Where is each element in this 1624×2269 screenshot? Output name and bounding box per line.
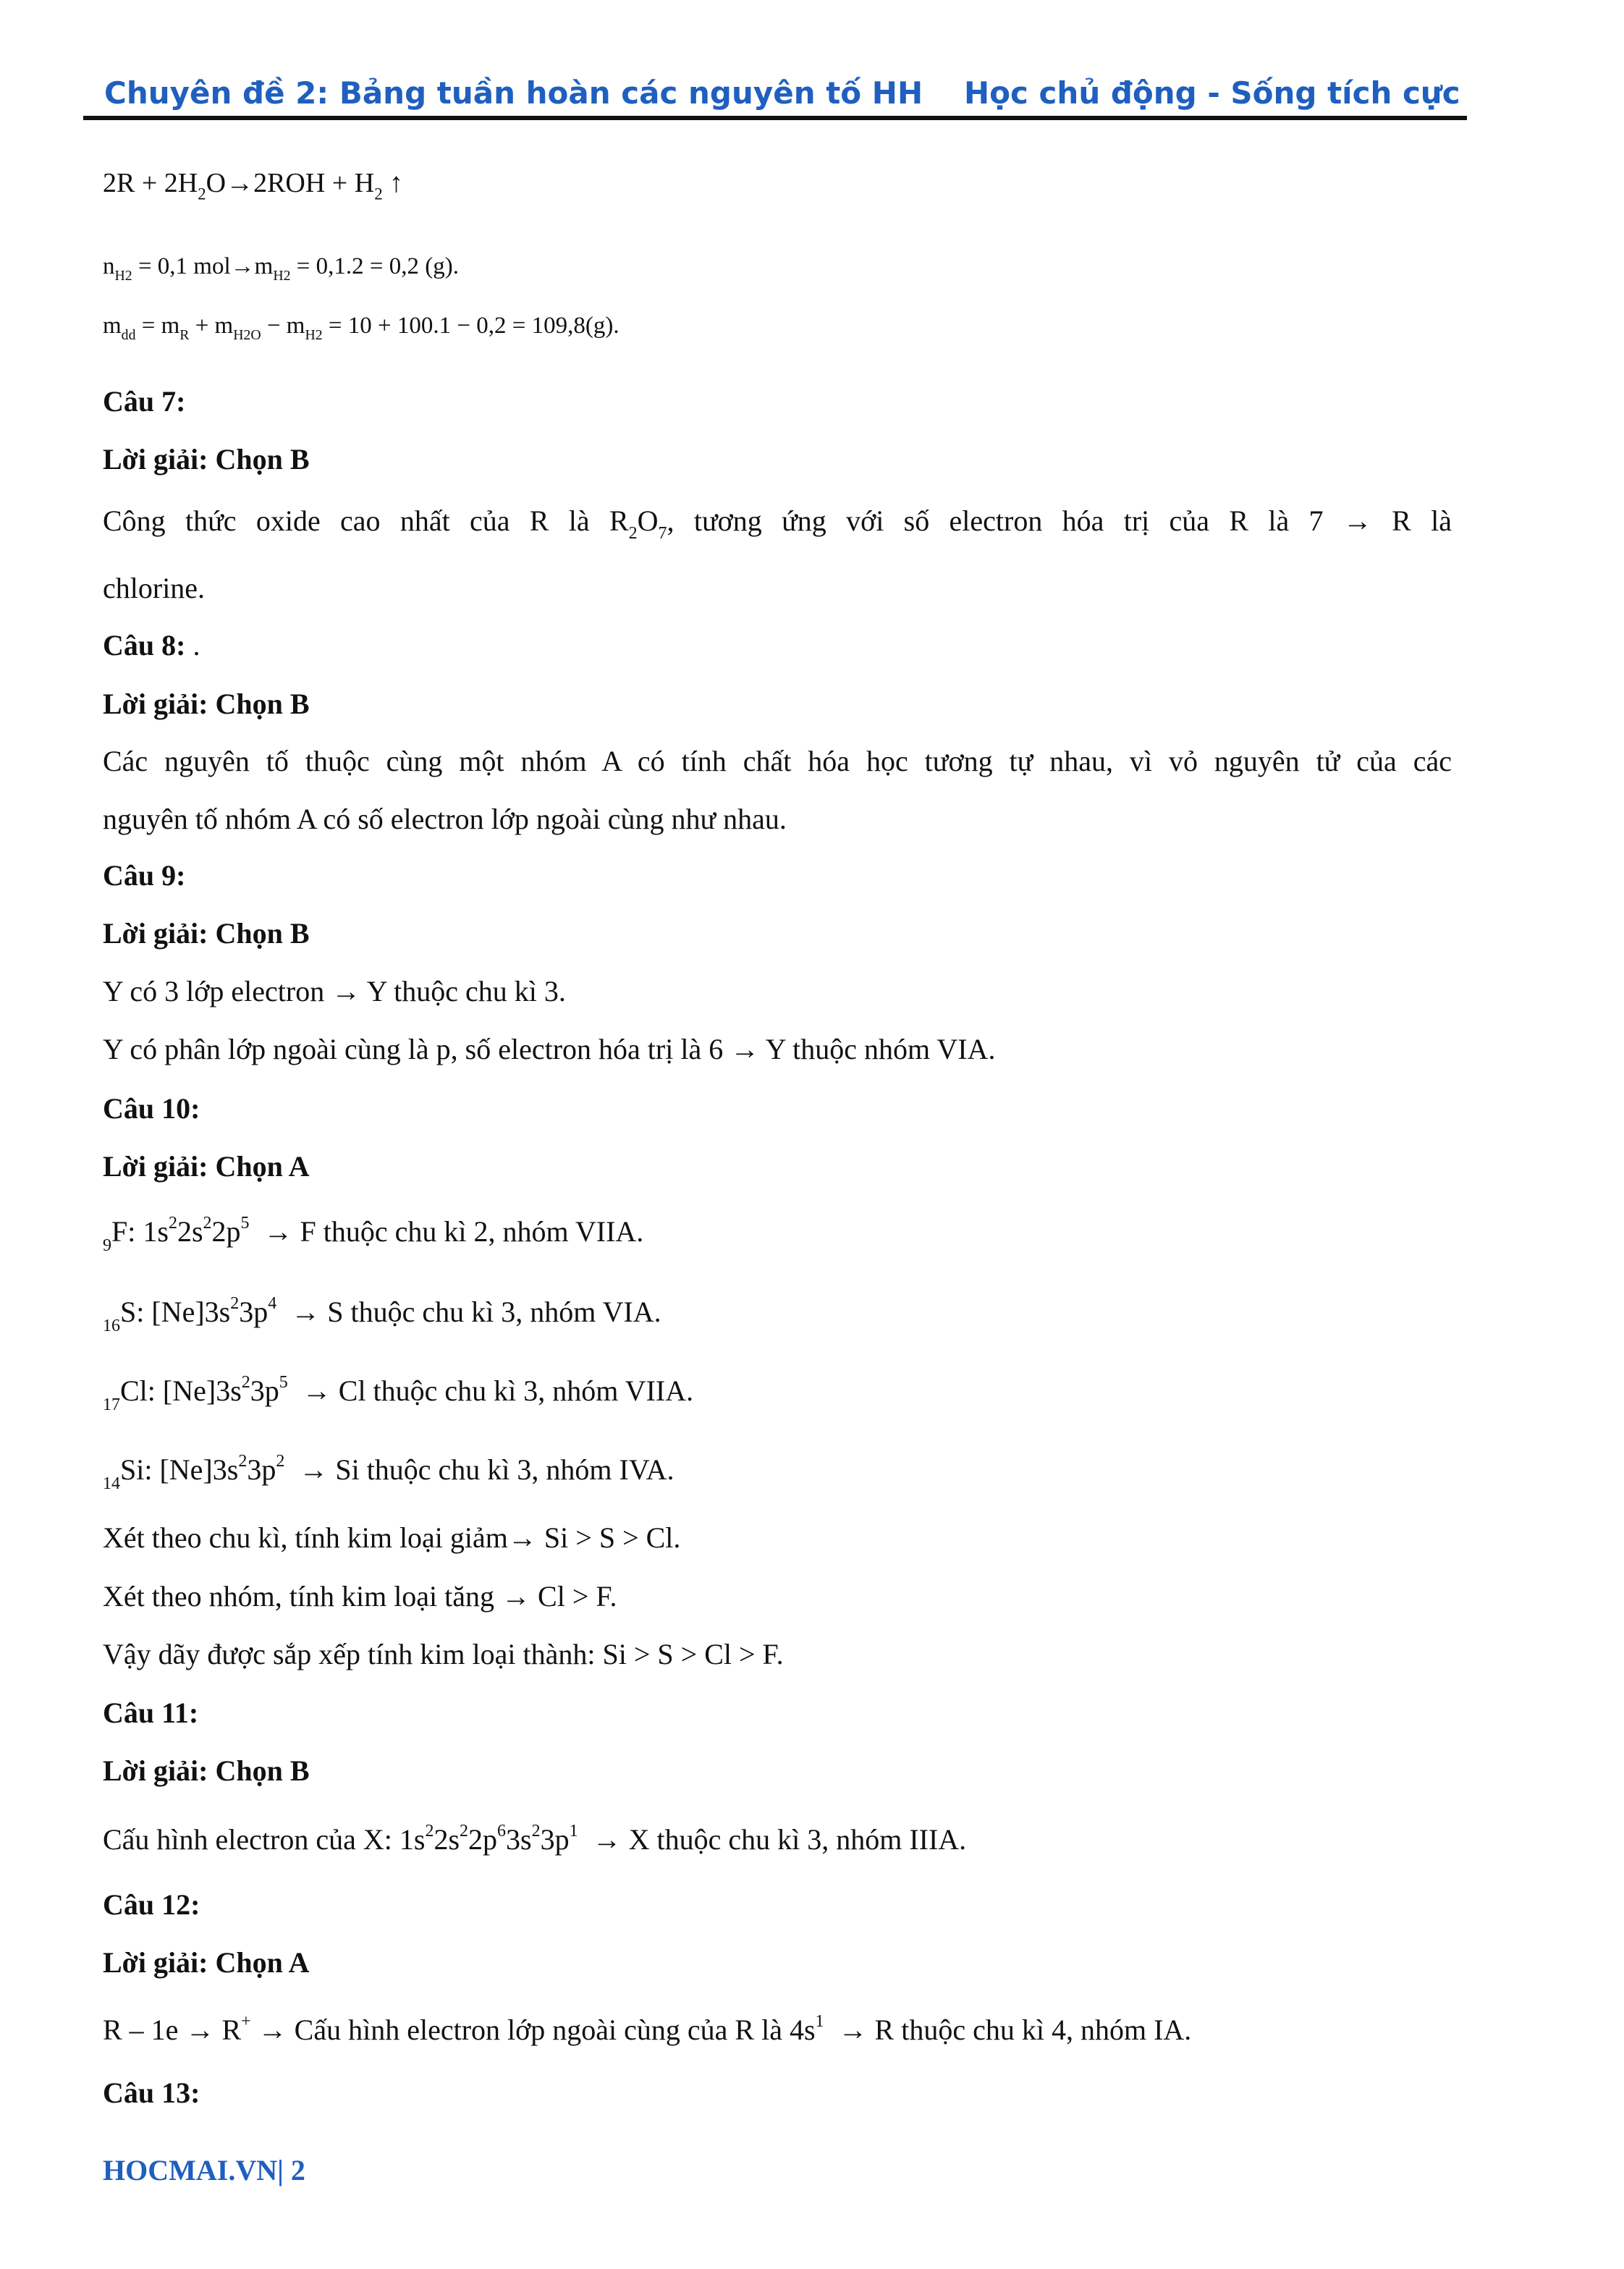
q12-explanation: R – 1e → R+ → Cấu hình electron lớp ngoài cùng của R là $4s^1 \to R$ thuộc chu kì 4, nhóm IA. [103,2012,1192,2046]
moles-equation: $n_{H2} = 0,1$ $mol\to m_{H2} = 0,1.2 = 0,2$ (g). [103,253,459,284]
q11-title: Câu 11: [103,1697,199,1729]
q9-explanation-line1: Y có 3 lớp electron → Y thuộc chu kì 3. [103,975,566,1007]
header-slogan: Học chủ động - Sống tích cực [964,75,1460,111]
q11-config: Cấu hình electron của X: $1s^22s^22p^63s^23p^1 \to X$ thuộc chu kì 3, nhóm IIIA. [103,1822,967,1856]
q12-title: Câu 12: [103,1888,200,1921]
q8-explanation-line1: Các nguyên tố thuộc cùng một nhóm A có tính chất hóa học tương tự nhau, vì vỏ nguyên tử của các [103,745,1452,777]
q9-explanation-line2: Y có phân lớp ngoài cùng là p, số electron hóa trị là 6 → Y thuộc nhóm VIA. [103,1033,996,1065]
q7-explanation-line1: Công thức oxide cao nhất của R là $R_2O_7$, tương ứng với số electron hóa trị của R là 7 → R là [103,504,1452,543]
q8-title: Câu 8: . [103,629,200,662]
header-rule [83,116,1467,120]
reaction-equation: $2R + 2H_2O\to 2ROH + H_2$ ↑ [103,168,404,203]
q10-period-trend: Xét theo chu kì, tính kim loại giảm→ Si > S > Cl. [103,1521,681,1554]
q8-explanation-line2: nguyên tố nhóm A có số electron lớp ngoài cùng như nhau. [103,803,787,835]
mass-equation: $m_{dd} = m_R + m_{H2O} - m_{H2} = 10 + 100.1 - 0,2 = 109,8(g)$. [103,313,619,343]
q10-sulfur-config: $_{16}$S: $[Ne]3s^23p^4 \to S$ thuộc chu kì 3, nhóm VIA. [103,1294,661,1336]
q7-title: Câu 7: [103,385,186,418]
page-footer: HOCMAI.VN| 2 [103,2154,305,2186]
q10-answer: Lời giải: Chọn A [103,1150,310,1183]
q10-fluorine-config: $_9$F: $1s^22s^22p^5 \to F$ thuộc chu kì 2, nhóm VIIA. [103,1214,644,1256]
q7-answer: Lời giải: Chọn B [103,443,310,476]
q7-explanation-line2: chlorine. [103,572,206,604]
q10-chlorine-config: $_{17}$Cl: $[Ne]3s^23p^5 \to Cl$ thuộc chu kì 3, nhóm VIIA. [103,1373,694,1415]
page-header [101,75,1462,117]
q11-answer: Lời giải: Chọn B [103,1754,310,1787]
q9-answer: Lời giải: Chọn B [103,917,310,950]
q10-conclusion: Vậy dãy được sắp xếp tính kim loại thành: Si > S > Cl > F. [103,1638,784,1670]
q12-answer: Lời giải: Chọn A [103,1946,310,1979]
q10-silicon-config: $_{14}$Si: $[Ne]3s^23p^2 \to Si$ thuộc chu kì 3, nhóm IVA. [103,1452,674,1494]
q13-title: Câu 13: [103,2076,200,2109]
q8-answer: Lời giải: Chọn B [103,688,310,720]
q9-title: Câu 9: [103,859,186,892]
q10-title: Câu 10: [103,1092,200,1125]
header-topic: Chuyên đề 2: Bảng tuần hoàn các nguyên tố HH [104,75,923,111]
q10-group-trend: Xét theo nhóm, tính kim loại tăng → Cl > F. [103,1580,617,1613]
